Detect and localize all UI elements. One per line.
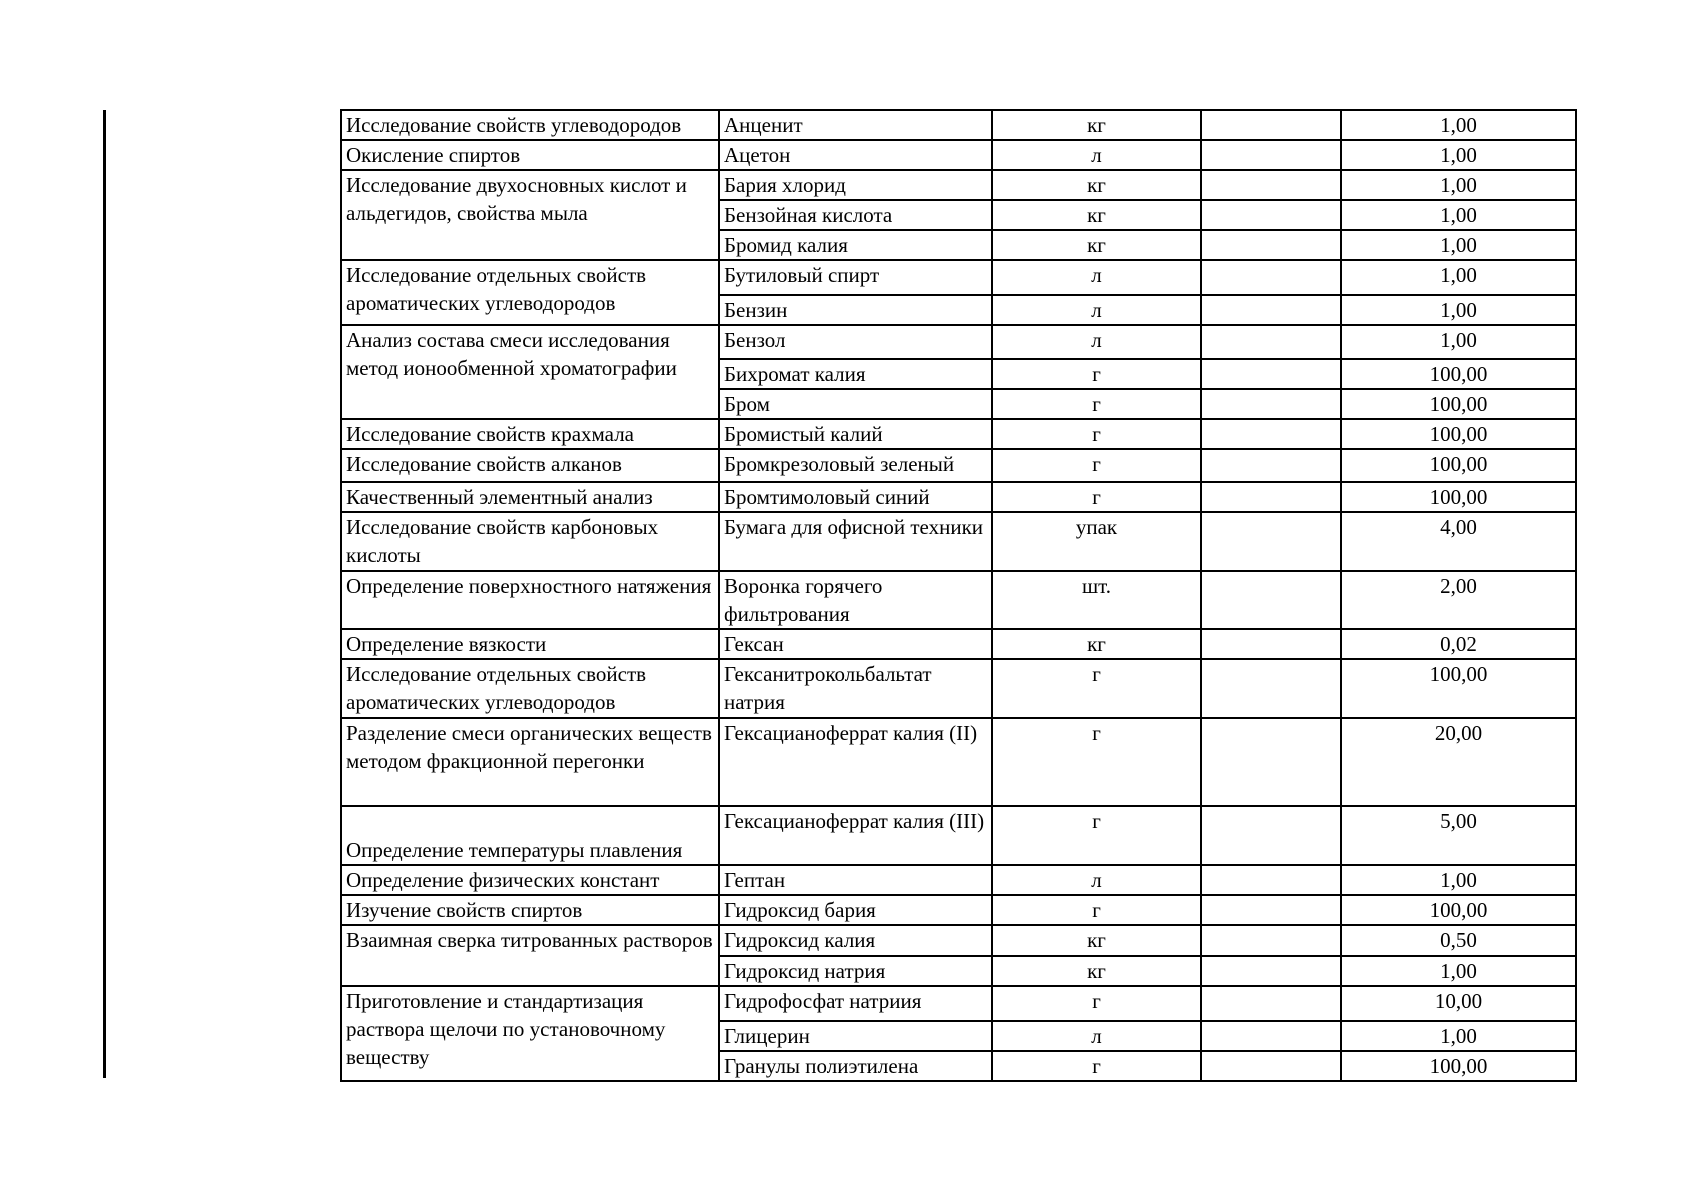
quantity-cell: 5,00: [1341, 806, 1576, 865]
material-cell: Бария хлорид: [719, 170, 992, 200]
unit-cell: шт.: [992, 571, 1201, 629]
material-cell: Гидроксид калия: [719, 925, 992, 956]
quantity-cell: 1,00: [1341, 865, 1576, 895]
work-name-cell: Определение поверхностного натяжения: [341, 571, 719, 629]
material-cell: Бихромат калия: [719, 359, 992, 389]
quantity-cell: 1,00: [1341, 200, 1576, 230]
empty-cell: [1201, 482, 1341, 512]
empty-cell: [1201, 200, 1341, 230]
quantity-cell: 1,00: [1341, 1021, 1576, 1051]
work-name-cell: Исследование свойств углеводородов: [341, 110, 719, 140]
unit-cell: г: [992, 718, 1201, 806]
work-name-cell: Исследование двухосновных кислот и альдегидов, свойства мыла: [341, 170, 719, 260]
unit-cell: г: [992, 389, 1201, 419]
work-name-cell: Исследование свойств карбоновых кислоты: [341, 512, 719, 571]
unit-cell: л: [992, 325, 1201, 359]
quantity-cell: 2,00: [1341, 571, 1576, 629]
quantity-cell: 0,50: [1341, 925, 1576, 956]
quantity-cell: 100,00: [1341, 895, 1576, 925]
material-cell: Гексацианоферрат калия (III): [719, 806, 992, 865]
empty-cell: [1201, 230, 1341, 260]
work-name-cell: Определение вязкости: [341, 629, 719, 659]
material-cell: Бром: [719, 389, 992, 419]
table-row: [341, 140, 1576, 170]
quantity-cell: 1,00: [1341, 260, 1576, 295]
empty-cell: [1201, 110, 1341, 140]
table-row: [341, 419, 1576, 449]
quantity-cell: 100,00: [1341, 482, 1576, 512]
table-row: [341, 512, 1576, 571]
unit-cell: г: [992, 449, 1201, 482]
empty-cell: [1201, 718, 1341, 806]
material-cell: Бензин: [719, 295, 992, 325]
material-cell: Гранулы полиэтилена: [719, 1051, 992, 1081]
material-cell: Ацетон: [719, 140, 992, 170]
quantity-cell: 100,00: [1341, 389, 1576, 419]
unit-cell: кг: [992, 230, 1201, 260]
table-row: [341, 110, 1576, 140]
empty-cell: [1201, 895, 1341, 925]
quantity-cell: 1,00: [1341, 956, 1576, 986]
quantity-cell: 100,00: [1341, 359, 1576, 389]
table-row: [341, 449, 1576, 482]
unit-cell: г: [992, 659, 1201, 718]
work-name-cell: Исследование отдельных свойств ароматических углеводородов: [341, 260, 719, 325]
empty-cell: [1201, 956, 1341, 986]
material-cell: Анценит: [719, 110, 992, 140]
table-row: [341, 895, 1576, 925]
table-row: [341, 629, 1576, 659]
material-cell: Гексан: [719, 629, 992, 659]
empty-cell: [1201, 571, 1341, 629]
empty-cell: [1201, 295, 1341, 325]
unit-cell: упак: [992, 512, 1201, 571]
quantity-cell: 1,00: [1341, 230, 1576, 260]
quantity-cell: 1,00: [1341, 325, 1576, 359]
materials-table-body: [341, 110, 1576, 1081]
table-row: [341, 571, 1576, 629]
empty-cell: [1201, 260, 1341, 295]
work-name-cell: Анализ состава смеси исследования метод ионообменной хроматографии: [341, 325, 719, 419]
left-margin-line: [103, 110, 106, 1078]
unit-cell: г: [992, 1051, 1201, 1081]
material-cell: Бензойная кислота: [719, 200, 992, 230]
material-cell: Гидрофосфат натриия: [719, 986, 992, 1021]
work-name-cell: Качественный элементный анализ: [341, 482, 719, 512]
unit-cell: л: [992, 260, 1201, 295]
empty-cell: [1201, 449, 1341, 482]
quantity-cell: 10,00: [1341, 986, 1576, 1021]
work-name-cell: Исследование свойств крахмала: [341, 419, 719, 449]
unit-cell: г: [992, 986, 1201, 1021]
unit-cell: кг: [992, 110, 1201, 140]
work-name-cell: Исследование свойств алканов: [341, 449, 719, 482]
material-cell: Гексанитрокольбальтат натрия: [719, 659, 992, 718]
materials-table: [340, 109, 1577, 1082]
material-cell: Бумага для офисной техники: [719, 512, 992, 571]
empty-cell: [1201, 925, 1341, 956]
material-cell: Гидроксид бария: [719, 895, 992, 925]
empty-cell: [1201, 806, 1341, 865]
table-row: [341, 865, 1576, 895]
quantity-cell: 100,00: [1341, 659, 1576, 718]
quantity-cell: 100,00: [1341, 419, 1576, 449]
empty-cell: [1201, 986, 1341, 1021]
work-name-cell: Определение физических констант: [341, 865, 719, 895]
unit-cell: кг: [992, 956, 1201, 986]
work-name-cell: Исследование отдельных свойств ароматических углеводородов: [341, 659, 719, 718]
empty-cell: [1201, 659, 1341, 718]
work-name-cell: Определение температуры плавления: [341, 806, 719, 865]
quantity-cell: 1,00: [1341, 140, 1576, 170]
quantity-cell: 20,00: [1341, 718, 1576, 806]
empty-cell: [1201, 140, 1341, 170]
material-cell: Глицерин: [719, 1021, 992, 1051]
material-cell: Бензол: [719, 325, 992, 359]
empty-cell: [1201, 389, 1341, 419]
material-cell: Бромкрезоловый зеленый: [719, 449, 992, 482]
unit-cell: кг: [992, 170, 1201, 200]
material-cell: Бромид калия: [719, 230, 992, 260]
unit-cell: л: [992, 865, 1201, 895]
table-row: [341, 260, 1576, 295]
work-name-cell: Приготовление и стандартизация раствора щелочи по установочному веществу: [341, 986, 719, 1081]
unit-cell: кг: [992, 200, 1201, 230]
table-row: [341, 482, 1576, 512]
empty-cell: [1201, 419, 1341, 449]
material-cell: Гексацианоферрат калия (II): [719, 718, 992, 806]
unit-cell: г: [992, 419, 1201, 449]
quantity-cell: 100,00: [1341, 1051, 1576, 1081]
table-row: [341, 806, 1576, 865]
empty-cell: [1201, 325, 1341, 359]
quantity-cell: 1,00: [1341, 170, 1576, 200]
quantity-cell: 4,00: [1341, 512, 1576, 571]
quantity-cell: 0,02: [1341, 629, 1576, 659]
quantity-cell: 1,00: [1341, 295, 1576, 325]
table-row: [341, 170, 1576, 200]
material-cell: Бутиловый спирт: [719, 260, 992, 295]
unit-cell: г: [992, 359, 1201, 389]
unit-cell: г: [992, 482, 1201, 512]
quantity-cell: 1,00: [1341, 110, 1576, 140]
unit-cell: г: [992, 806, 1201, 865]
material-cell: Гептан: [719, 865, 992, 895]
unit-cell: г: [992, 895, 1201, 925]
material-cell: Воронка горячего фильтрования: [719, 571, 992, 629]
empty-cell: [1201, 865, 1341, 895]
quantity-cell: 100,00: [1341, 449, 1576, 482]
unit-cell: л: [992, 1021, 1201, 1051]
work-name-cell: Изучение свойств спиртов: [341, 895, 719, 925]
work-name-cell: Окисление спиртов: [341, 140, 719, 170]
table-row: [341, 718, 1576, 806]
unit-cell: л: [992, 295, 1201, 325]
empty-cell: [1201, 629, 1341, 659]
empty-cell: [1201, 1021, 1341, 1051]
unit-cell: кг: [992, 925, 1201, 956]
unit-cell: л: [992, 140, 1201, 170]
empty-cell: [1201, 359, 1341, 389]
material-cell: Бромтимоловый синий: [719, 482, 992, 512]
empty-cell: [1201, 512, 1341, 571]
material-cell: Гидроксид натрия: [719, 956, 992, 986]
empty-cell: [1201, 1051, 1341, 1081]
table-row: [341, 659, 1576, 718]
table-row: [341, 325, 1576, 359]
work-name-cell: Разделение смеси органических веществ методом фракционной перегонки: [341, 718, 719, 806]
work-name-cell: Взаимная сверка титрованных растворов: [341, 925, 719, 986]
material-cell: Бромистый калий: [719, 419, 992, 449]
unit-cell: кг: [992, 629, 1201, 659]
table-row: [341, 925, 1576, 956]
empty-cell: [1201, 170, 1341, 200]
table-row: [341, 986, 1576, 1021]
